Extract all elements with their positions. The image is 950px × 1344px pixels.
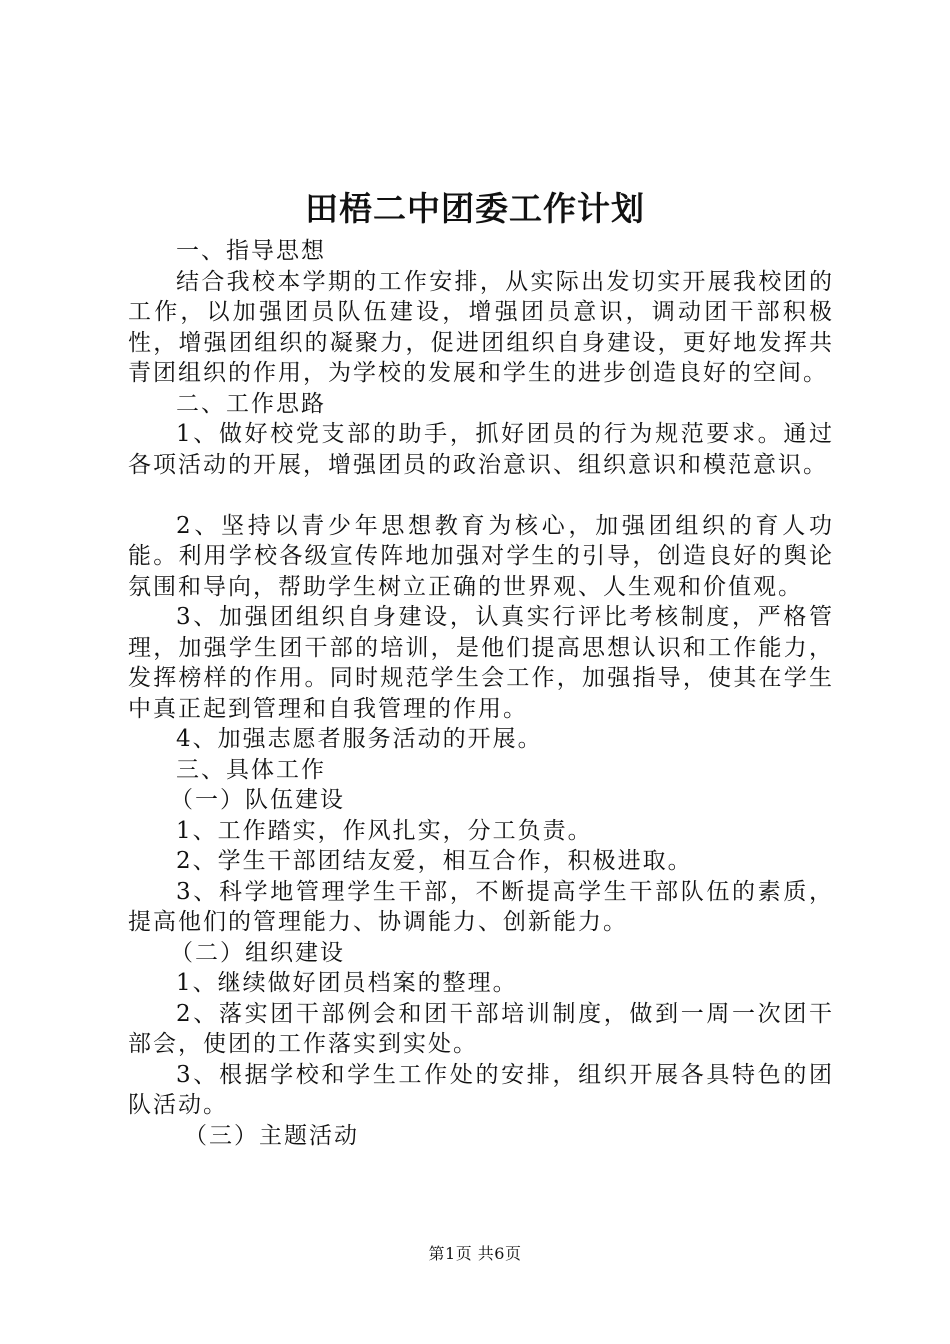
subsection-heading-team-building: （一）队伍建设 — [170, 787, 345, 813]
document-body — [128, 236, 834, 1151]
section-heading-guiding-ideology: 一、指导思想 — [176, 238, 326, 264]
list-item-team-3: 3、科学地管理学生干部，不断提高学生干部队伍的素质，提高他们的管理能力、协调能力、创新能力。 — [128, 878, 834, 935]
paragraph-guiding-ideology: 结合我校本学期的工作安排，从实际出发切实开展我校团的工作，以加强团员队伍建设，增强团员意识，调动团干部积极性，增强团组织的凝聚力，促进团组织自身建设，更好地发挥共青团组织的作用，为学校的发展和学生的进步创造良好的空间。 — [128, 268, 834, 386]
section-heading-specific-work: 三、具体工作 — [176, 756, 326, 783]
list-item-org-3: 3、根据学校和学生工作处的安排，组织开展各具特色的团队活动。 — [128, 1061, 834, 1118]
document-title: 田梧二中团委工作计划 — [305, 189, 645, 228]
page-footer: 第1页 共6页 — [428, 1244, 522, 1263]
paragraph-approach-4: 4、加强志愿者服务活动的开展。 — [176, 726, 543, 752]
blank-line — [128, 480, 834, 511]
paragraph-approach-1: 1、做好校党支部的助手，抓好团员的行为规范要求。通过各项活动的开展，增强团员的政治意识、组织意识和模范意识。 — [128, 421, 834, 478]
list-item-team-1: 1、工作踏实，作风扎实，分工负责。 — [176, 817, 593, 844]
subsection-heading-organization-building: （二）组织建设 — [170, 939, 345, 966]
list-item-team-2: 2、学生干部团结友爱，相互合作，积极进取。 — [176, 848, 693, 874]
list-item-org-1: 1、继续做好团员档案的整理。 — [176, 970, 518, 996]
paragraph-approach-3: 3、加强团组织自身建设，认真实行评比考核制度，严格管理，加强学生团干部的培训，是他们提高思想认识和工作能力，发挥榜样的作用。同时规范学生会工作，加强指导，使其在学生中真正起到管理和自我管理的作用。 — [128, 604, 834, 722]
list-item-org-2: 2、落实团干部例会和团干部培训制度，做到一周一次团干部会，使团的工作落实到实处。 — [128, 1000, 834, 1057]
subsection-heading-theme-activities: （三）主题活动 — [184, 1122, 359, 1149]
section-heading-work-approach: 二、工作思路 — [176, 390, 326, 417]
paragraph-approach-2: 2、坚持以青少年思想教育为核心，加强团组织的育人功能。利用学校各级宣传阵地加强对学生的引导，创造良好的舆论氛围和导向，帮助学生树立正确的世界观、人生观和价值观。 — [128, 512, 834, 600]
